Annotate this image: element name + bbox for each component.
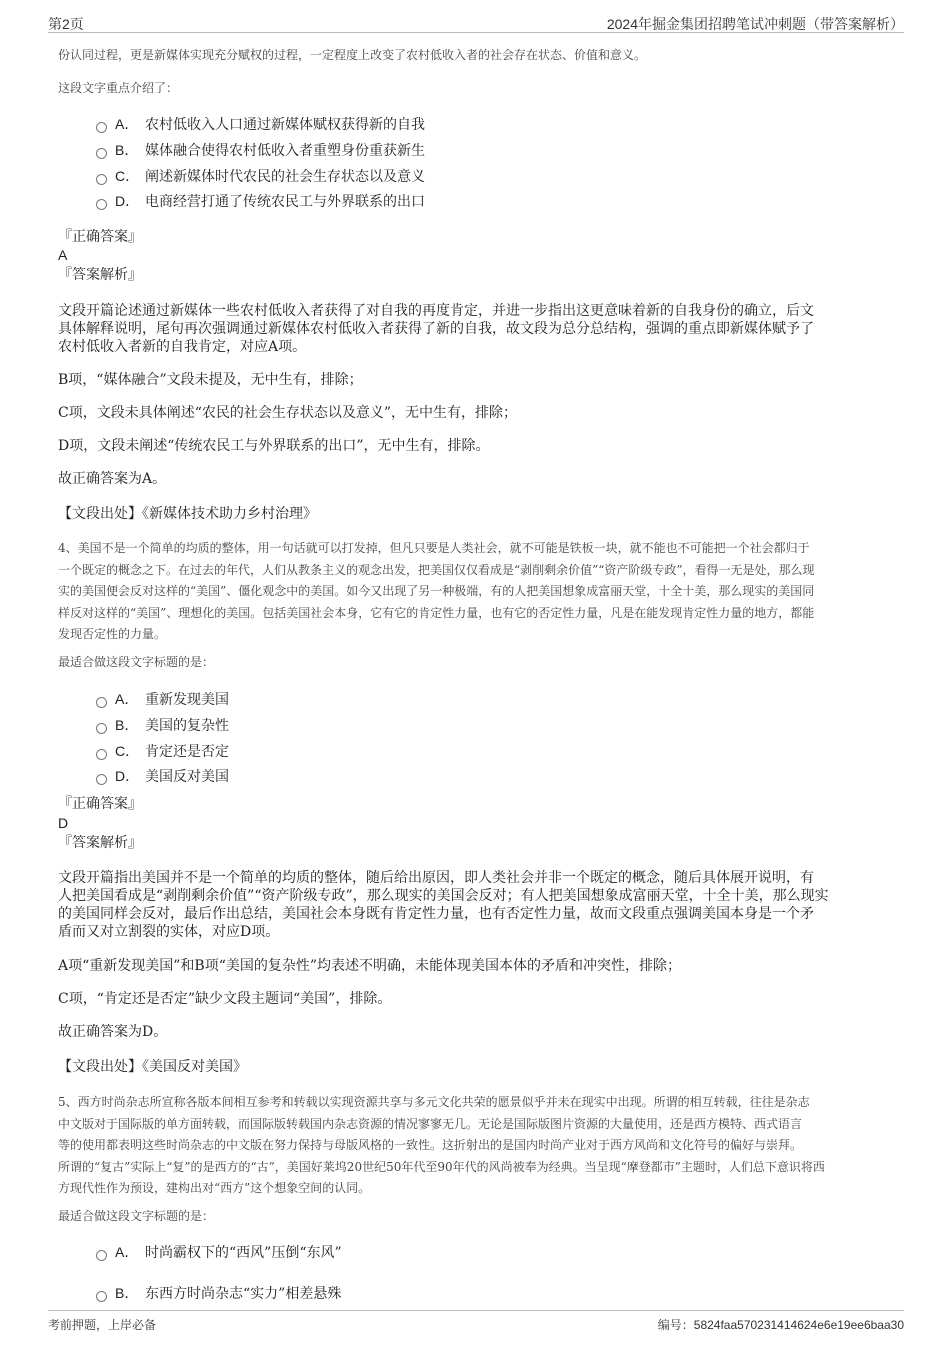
q4-option-b[interactable]: B． 美国的复杂性 <box>96 715 229 735</box>
footer-slogan: 考前押题，上岸必备 <box>48 1318 157 1332</box>
page-number: 第2页 <box>48 16 84 32</box>
q3-option-d-note: D项，文段未阐述“传统农民工与外界联系的出口”，无中生有，排除。 <box>58 438 490 454</box>
q4-analysis: 文段开篇指出美国并不是一个简单的均质的整体，随后给出原因，即人类社会并非一个既定的概念，随后具体展开说明，有 人把美国看成是“剥削剩余价值”“资产阶级专政”，那么现实的美国会反对；有人把美国想象成富丽天堂，十全十美，那么现实 的美国同样会反对，最后作出总结，美国社会本身既有肯定性力量，也有否定性力量，故而文段重点强调美国本身是一个矛 盾而又对立割裂的实体，对应D项。 <box>58 870 829 940</box>
radio-icon[interactable] <box>96 199 107 210</box>
page-header <box>48 12 904 33</box>
q4-source: 【文段出处】《美国反对美国》 <box>58 1059 247 1075</box>
radio-icon[interactable] <box>96 148 107 159</box>
q3-option-b-note: B项，“媒体融合”文段未提及，无中生有，排除； <box>58 372 363 388</box>
document-title: 2024年掘金集团招聘笔试冲刺题（带答案解析） <box>606 16 904 32</box>
q4-option-c[interactable]: C． 肯定还是否定 <box>96 741 229 761</box>
q3-conclusion: 故正确答案为A。 <box>58 471 167 487</box>
q3-option-c-note: C项，文段未具体阐述“农民的社会生存状态以及意义”，无中生有，排除； <box>58 405 518 421</box>
q4-answer: D <box>58 815 69 831</box>
q4-passage: 4、美国不是一个简单的均质的整体，用一句话就可以打发掉，但凡只要是人类社会，就不可能是铁板一块，就不能也不可能把一个社会都归于 一个既定的概念之下。在过去的年代，人们从教条主义的观念出发，把美国仅仅看成是“剥削剩余价值”“资产阶级专政”，看得一无是处，那么现 实的美国便会反对这样的“美国”、僵化观念中的美国。如今又出现了另一种极端，有的人把美国想象成富丽天堂，十全十美，那么现实的美国同 样反对这样的“美国”、理想化的美国。包括美国社会本身，它有它的肯定性力量，也有它的否定性力量，凡是在能发现肯定性力量的地方，都能 发现否定性的力量。 <box>58 541 815 641</box>
page-footer <box>48 1310 904 1335</box>
radio-icon[interactable] <box>96 749 107 760</box>
q3-option-a[interactable]: A． 农村低收入人口通过新媒体赋权获得新的自我 <box>96 114 425 134</box>
radio-icon[interactable] <box>96 697 107 708</box>
q3-answer: A <box>58 247 68 263</box>
q5-stem: 最适合做这段文字标题的是： <box>58 1209 215 1223</box>
radio-icon[interactable] <box>96 723 107 734</box>
q4-option-a[interactable]: A． 重新发现美国 <box>96 689 229 709</box>
q5-option-b[interactable]: B． 东西方时尚杂志“实力”相差悬殊 <box>96 1283 341 1303</box>
q3-source: 【文段出处】《新媒体技术助力乡村治理》 <box>58 506 317 522</box>
q4-analysis-label: 『答案解析』 <box>58 835 142 851</box>
document-id: 编号：5824faa570231414624e6e19ee6baa30 <box>657 1318 904 1332</box>
q3-stem: 这段文字重点介绍了： <box>58 81 179 95</box>
radio-icon[interactable] <box>96 174 107 185</box>
q5-passage: 5、西方时尚杂志所宣称各版本间相互参考和转载以实现资源共享与多元文化共荣的愿景似乎并未在现实中出现。所谓的相互转载，往往是杂志 中文版对于国际版的单方面转载，而国际版转载国内杂志资源的情况寥寥无几。无论是国际版图片资源的大量使用，还是西方模特、西式语言 等的使用都表明这些时尚杂志的中文版在努力保持与母版风格的一致性。这折射出的是国内时尚产业对于西方风尚和文化符号的偏好与崇拜。 所谓的“复古”实际上“复”的是西方的“古”，美国好莱坞20世纪50年代至90年代的风尚被奉为经典。当呈现“摩登都市”主题时，人们总下意识将西 方现代性作为预设，建构出对“西方”这个想象空间的认同。 <box>58 1095 825 1195</box>
q3-answer-label: 『正确答案』 <box>58 229 142 245</box>
q4-options-ab-note: A项“重新发现美国”和B项“美国的复杂性”均表述不明确，未能体现美国本体的矛盾和冲突性，排除； <box>58 958 682 974</box>
q3-option-b[interactable]: B． 媒体融合使得农村低收入者重塑身份重获新生 <box>96 140 425 160</box>
q4-stem: 最适合做这段文字标题的是： <box>58 655 215 669</box>
q4-option-d[interactable]: D． 美国反对美国 <box>96 766 229 786</box>
q3-analysis-label: 『答案解析』 <box>58 267 142 283</box>
q3-option-d[interactable]: D． 电商经营打通了传统农民工与外界联系的出口 <box>96 191 425 211</box>
q3-passage-end: 份认同过程，更是新媒体实现充分赋权的过程，一定程度上改变了农村低收入者的社会存在状态、价值和意义。 <box>58 48 647 62</box>
q5-option-a[interactable]: A． 时尚霸权下的“西风”压倒“东风” <box>96 1242 342 1262</box>
radio-icon[interactable] <box>96 1250 107 1261</box>
q3-option-c[interactable]: C． 阐述新媒体时代农民的社会生存状态以及意义 <box>96 166 425 186</box>
radio-icon[interactable] <box>96 1291 107 1302</box>
q4-answer-label: 『正确答案』 <box>58 796 142 812</box>
q3-analysis: 文段开篇论述通过新媒体一些农村低收入者获得了对自我的再度肯定，并进一步指出这更意味着新的自我身份的确立，后文 具体解释说明，尾句再次强调通过新媒体农村低收入者获得了新的自我，故文段为总分总结构，强调的重点即新媒体赋予了 农村低收入者新的自我肯定，对应A项。 <box>58 303 814 355</box>
radio-icon[interactable] <box>96 122 107 133</box>
q4-option-c-note: C项，“肯定还是否定”缺少文段主题词“美国”，排除。 <box>58 991 392 1007</box>
q4-conclusion: 故正确答案为D。 <box>58 1024 168 1040</box>
radio-icon[interactable] <box>96 774 107 785</box>
